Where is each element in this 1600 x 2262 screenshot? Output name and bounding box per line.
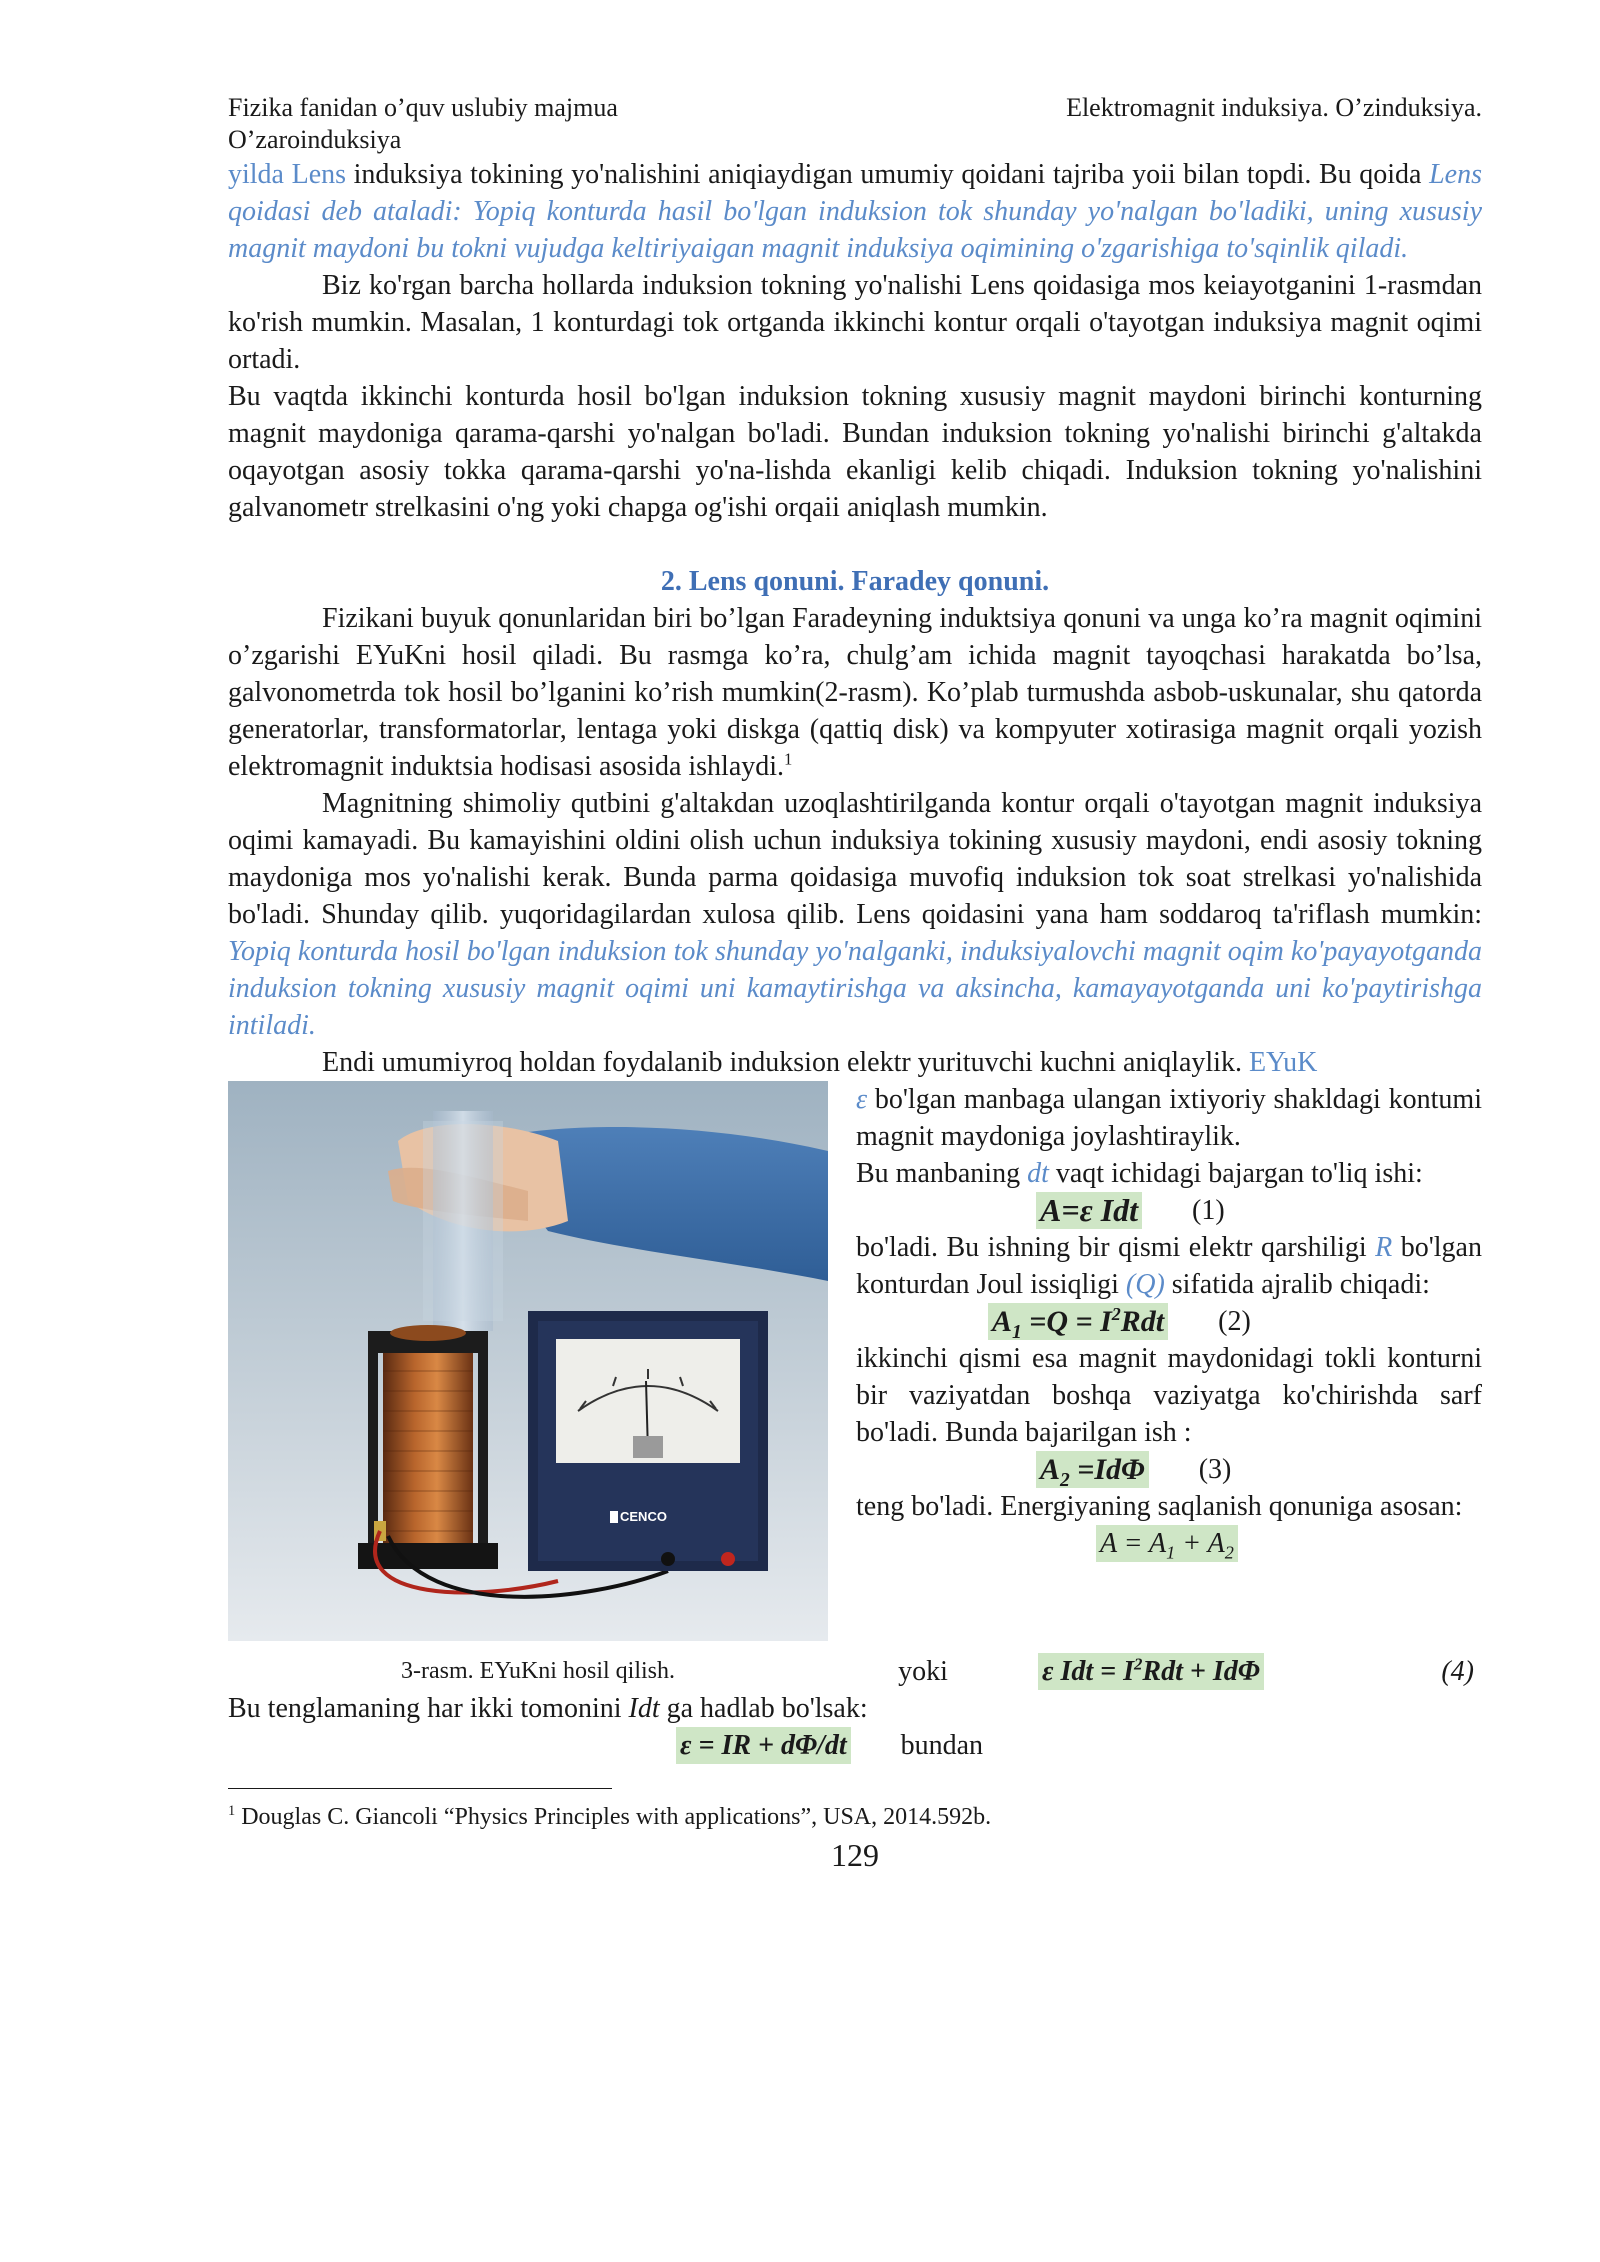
r-symbol: R [1375, 1232, 1393, 1263]
equation-1-number: (1) [1192, 1195, 1225, 1226]
paragraph-text: induksiya tokining yo'nalishini aniqiaydigan umumiy qoidani tajriba yoii bilan topdi. Bu qoida [346, 159, 1430, 190]
equation-4-number: (4) [1441, 1656, 1474, 1687]
paragraph: Bu tenglamaning har ikki tomonini Idt ga hadlab bo'lsak: [228, 1693, 868, 1724]
lens-rule-definition: Lens qoidasi deb ataladi: Yopiq konturda hasil bo'lgan induksion tok shunday yo'nalgan bo'ladiki, uning xususiy magnit maydoni bu tokni vujudga keltiriyaigan magnit induksiya oqimining o'zgarishiga to'sqinlik qiladi. [228, 159, 1483, 264]
equation-5-formula: ε = IR + dΦ/dt [676, 1727, 851, 1764]
paragraph: teng bo'ladi. Energiyaning saqlanish qonuniga asosan: [856, 1491, 1463, 1522]
equation-3 [856, 1451, 1482, 1491]
footnote: $^1$ Douglas C. Giancoli “Physics Principles with applications”, USA, 2014.592b. [228, 1803, 992, 1830]
red-terminal [721, 1552, 735, 1566]
equation-3-number: (3) [1198, 1454, 1232, 1485]
equation-5 [228, 1727, 1482, 1764]
paragraph-faraday [228, 600, 1482, 785]
paragraph-emf [228, 1044, 1482, 1081]
figure-photo [228, 1081, 828, 1641]
paragraph-text: Endi umumiyroq holdan foydalanib induksion elektr yurituvchi kuchni aniqlaylik. [322, 1047, 1249, 1078]
paragraph-text: Fizikani buyuk qonunlaridan biri bo’lgan Faradeyning induktsiya qonuni va unga ko’ra magnit oqimini o’zgarishi EYuKni hosil qiladi. Bu rasmga ko’ra, chulg’am ichida magnit tayoqchasi harakatda bo’lsa, galvonometrda tok hosil bo’lganini ko’rish mumkin(2-rasm). Ko’plab turmushda asbob-uskunalar, shu qatorda generatorlar, transformatorlar, lentaga yoki diskga (qattiq disk) va kompyuter xotirasiga magnit orqali yozish elektromagnit induktsia hodisasi asosida ishlaydi. [228, 603, 1482, 782]
header-left: Fizika fanidan o’quv uslubiy majmua [228, 93, 618, 122]
footnote-ref: 1 [784, 749, 793, 769]
paragraph-lens-simplified [228, 785, 1482, 1044]
q-symbol: (Q) [1125, 1269, 1165, 1300]
emf-symbol: ε [856, 1084, 868, 1115]
equation-1-formula: A=ε Idt [1036, 1192, 1142, 1229]
caption-row [228, 1653, 1482, 1690]
dt-symbol: dt [1027, 1158, 1049, 1189]
idt-term: Idt [628, 1693, 660, 1724]
paragraph: ε bo'lgan manbaga ulangan ixtiyoriy shakldagi kontumi magnit maydoniga joylashtiraylik. [856, 1084, 1482, 1152]
paragraph: Bu vaqtda ikkinchi konturda hosil bo'lgan induksion tokning xususiy magnit maydoni birinchi konturning magnit maydoniga qarama-qarshi yo'nalgan bo'ladi. Bundan induksion tokning yo'nalishi birinchi g'altakda oqayotgan asosiy tokka qarama-qarshi yo'na-lishda ekanligi kelib chiqadi. Induksion tokning yo'nalishini galvanometr strelkasini o'ng yoki chapga og'ishi orqaii aniqlash mumkin. [228, 381, 1482, 523]
year-lens-text: yilda Lens [228, 159, 347, 190]
coil [383, 1353, 473, 1543]
paragraph-text: Magnitning shimoliy qutbini g'altakdan uzoqlashtirilganda kontur orqali o'tayotgan magnit induksiya oqimi kamayadi. Bu kamayishini oldini olish uchun induksiya tokining xususiy maydoni, endi asosiy tokning maydoniga mos yo'nalishi kerak. Bunda parma qoidasiga muvofiq induksion tok soat strelkasi yo'nalishida bo'ladi. Shunday qilib. yuqoridagilardan xulosa qilib. Lens qoidasini yana ham soddaroq ta'riflash mumkin: [228, 788, 1482, 930]
lens-rule-simplified: Yopiq konturda hosil bo'lgan induksion tok shunday yo'nalganki, induksiyalovchi magnit oqim ko'payayotganda induksion tokning xususiy magnit oqimi uni kamaytirishga va aksincha, kamayayotganda uni ko'paytirishga intiladi. [228, 936, 1482, 1041]
header-left-line2: O’zaroinduksiya [228, 125, 402, 154]
paragraph-lens-rule [228, 156, 1482, 267]
equation-energy [856, 1525, 1482, 1562]
bundan-text: bundan [900, 1730, 984, 1761]
equation-2-number: (2) [1218, 1306, 1251, 1337]
paragraph: Bu manbaning dt vaqt ichidagi bajargan to'liq ishi: [856, 1158, 1423, 1189]
figure-caption: 3-rasm. EYuKni hosil qilish. [401, 1658, 675, 1684]
equation-4-formula: ε Idt = $I^2Rdt + Id\Phi$ [1038, 1653, 1264, 1690]
meter-brand: CENCO [620, 1509, 667, 1524]
black-terminal [661, 1552, 675, 1566]
section-title: 2. Lens qonuni. Faradey qonuni. [660, 566, 1050, 597]
running-header [228, 92, 1482, 124]
page [228, 92, 1482, 1874]
equation-2-formula: $A_1 =Q = I^2Rdt$ [988, 1303, 1168, 1340]
footnote-mark: 1 [228, 1803, 236, 1819]
paragraph: Biz ko'rgan barcha hollarda induksion tokning yo'nalishi Lens qoidasiga mos keiayotganini 1-rasmdan ko'rish mumkin. Masalan, 1 konturdagi tok ortganda ikkinchi kontur orqali o'tayotgan induksiya magnit oqimi ortadi. [228, 270, 1482, 375]
paragraph: ikkinchi qismi esa magnit maydonidagi tokli konturni bir vaziyatdan boshqa vaziyatga ko'chirishda sarf bo'ladi. Bunda bajarilgan ish : [856, 1343, 1482, 1448]
figure-row [228, 1081, 1482, 1641]
emf-term: EYuK [1248, 1047, 1318, 1078]
paragraph: bo'ladi. Bu ishning bir qismi elektr qarshiligi R bo'lgan konturdan Joul issiqligi (Q) sifatida ajralib chiqadi: [856, 1232, 1482, 1300]
figure-emf [228, 1081, 828, 1641]
yoki-text: yoki [898, 1656, 948, 1687]
footnote-divider [228, 1788, 612, 1789]
page-number: 129 [831, 1837, 879, 1873]
header-right: Elektromagnit induksiya. O’zinduksiya. [1066, 93, 1482, 122]
equation-energy-formula: $A = A_1 + A_2$ [1096, 1525, 1238, 1562]
right-column [856, 1081, 1482, 1641]
equation-3-formula: $A_2 =Id\Phi$ [1036, 1451, 1149, 1488]
equation-2 [856, 1303, 1482, 1343]
equation-1 [856, 1192, 1482, 1229]
